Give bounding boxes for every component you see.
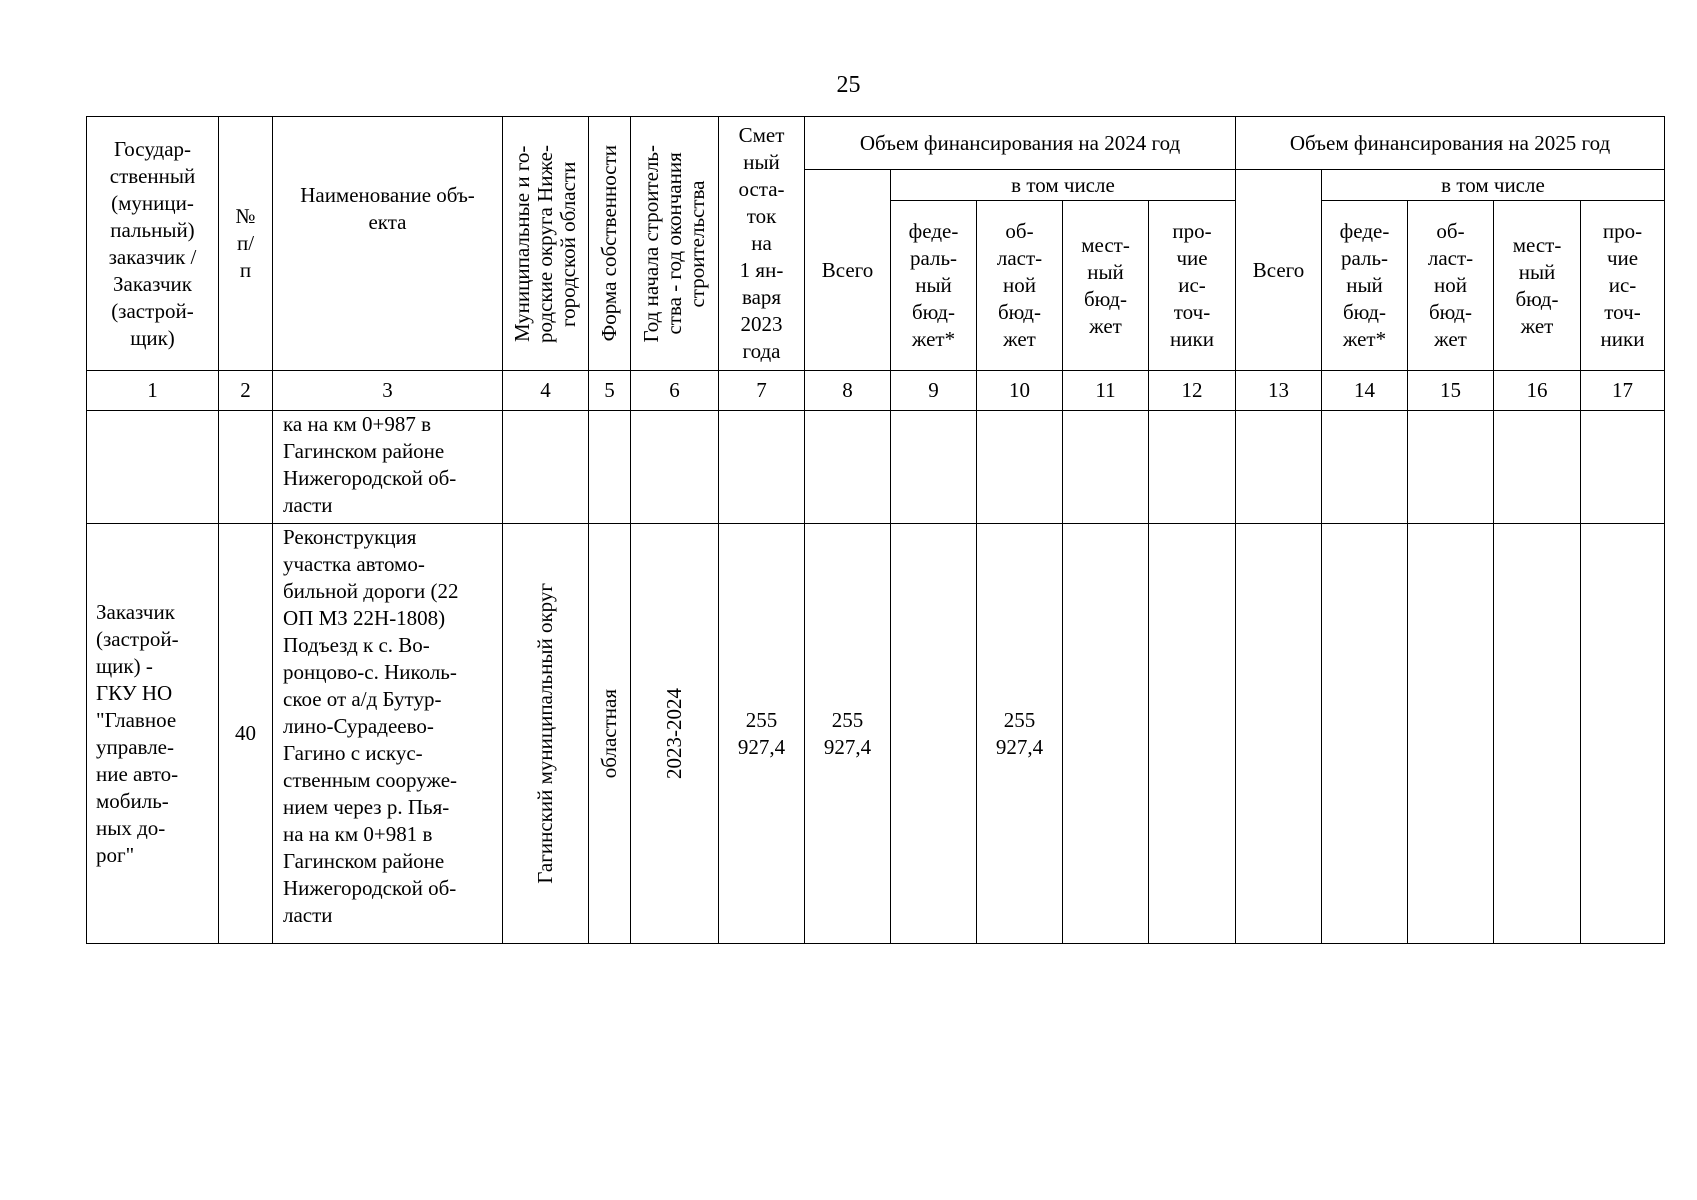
row-estimate: 255 927,4 [719,524,805,944]
row-total-2024: 255 927,4 [805,524,891,944]
header-federal-2025: феде- раль- ный бюд- жет* [1322,201,1408,371]
header-customer: Государ- ственный (муници- пальный) заказчик / Заказчик (застрой- щик) [87,117,219,371]
row-cell-empty [1063,524,1149,944]
row-ownership [589,411,631,524]
header-regional-2024: об- ласт- ной бюд- жет [977,201,1063,371]
column-number: 6 [631,371,719,411]
column-number: 7 [719,371,805,411]
row-cell-empty [1063,411,1149,524]
header-years [631,117,719,371]
header-row-1 [87,117,1665,170]
row-cell-empty [1408,411,1494,524]
column-numbers-row [87,371,1665,411]
header-fin-2025: Объем финансирования на 2025 год [1236,117,1665,170]
header-regional-2025: об- ласт- ной бюд- жет [1408,201,1494,371]
row-federal-2024 [891,411,977,524]
table-row [87,411,1665,524]
row-cell-empty [1494,411,1581,524]
header-municipal [503,117,589,371]
header-num: № п/ п [219,117,273,371]
row-municipal-text: Гагинский муниципальный округ [533,583,557,884]
page-number: 25 [836,72,861,98]
row-years [631,411,719,524]
row-federal-2024 [891,524,977,944]
row-municipal [503,411,589,524]
row-customer: Заказчик (застрой- щик) - ГКУ НО "Главное управле- ние авто- мобиль- ных до- рог" [87,524,219,944]
row-num [219,411,273,524]
header-including-2024: в том числе [891,170,1236,201]
header-total-2025: Всего [1236,170,1322,371]
column-number: 12 [1149,371,1236,411]
row-num: 40 [219,524,273,944]
header-estimate: Смет ный оста- ток на 1 ян- варя 2023 года [719,117,805,371]
header-local-2025: мест- ный бюд- жет [1494,201,1581,371]
row-ownership [589,524,631,944]
header-years-text: Год начала строитель- ства - год окончания строительства [639,144,709,343]
row-cell-empty [1408,524,1494,944]
row-years-text: 2023-2024 [662,688,686,779]
column-number: 11 [1063,371,1149,411]
row-estimate [719,411,805,524]
row-cell-empty [1236,524,1322,944]
header-municipal-text: Муниципальные и го- родские округа Ниже- городской области [510,144,580,343]
column-number: 1 [87,371,219,411]
header-ownership [589,117,631,371]
table-row [87,524,1665,944]
header-ownership-text: Форма собственности [597,145,621,342]
row-cell-empty [1149,411,1236,524]
header-total-2024: Всего [805,170,891,371]
header-object-name: Наименование объ- екта [273,117,503,371]
row-cell-empty [1322,411,1408,524]
column-number: 2 [219,371,273,411]
row-cell-empty [1149,524,1236,944]
row-customer [87,411,219,524]
column-number: 14 [1322,371,1408,411]
header-local-2024: мест- ный бюд- жет [1063,201,1149,371]
column-number: 4 [503,371,589,411]
row-years [631,524,719,944]
column-number: 9 [891,371,977,411]
column-number: 10 [977,371,1063,411]
header-fin-2024: Объем финансирования на 2024 год [805,117,1236,170]
row-cell-empty [1322,524,1408,944]
row-total-2024 [805,411,891,524]
financing-table [86,116,1665,944]
column-number: 17 [1581,371,1665,411]
row-municipal [503,524,589,944]
column-number: 13 [1236,371,1322,411]
header-other-2024: про- чие ис- точ- ники [1149,201,1236,371]
column-number: 5 [589,371,631,411]
column-number: 15 [1408,371,1494,411]
row-object-name: Реконструкция участка автомо- бильной дороги (22 ОП МЗ 22Н-1808) Подъезд к с. Во- ронцово-с. Николь- ское от а/д Бутур- лино-Сурадеево- Гагино с искус- ственным сооруже- нием через р. Пья- на на км 0+981 в Гагинском районе Нижегородской об- ласти [273,524,503,944]
row-cell-empty [1494,524,1581,944]
row-object-name: ка на км 0+987 в Гагинском районе Нижегородской об- ласти [273,411,503,524]
header-including-2025: в том числе [1322,170,1665,201]
header-federal-2024: феде- раль- ный бюд- жет* [891,201,977,371]
row-cell-empty [1581,411,1665,524]
column-number: 16 [1494,371,1581,411]
column-number: 8 [805,371,891,411]
row-regional-2024 [977,411,1063,524]
header-other-2025: про- чие ис- точ- ники [1581,201,1665,371]
row-regional-2024: 255 927,4 [977,524,1063,944]
column-number: 3 [273,371,503,411]
row-cell-empty [1236,411,1322,524]
row-cell-empty [1581,524,1665,944]
row-ownership-text: областная [597,688,621,779]
